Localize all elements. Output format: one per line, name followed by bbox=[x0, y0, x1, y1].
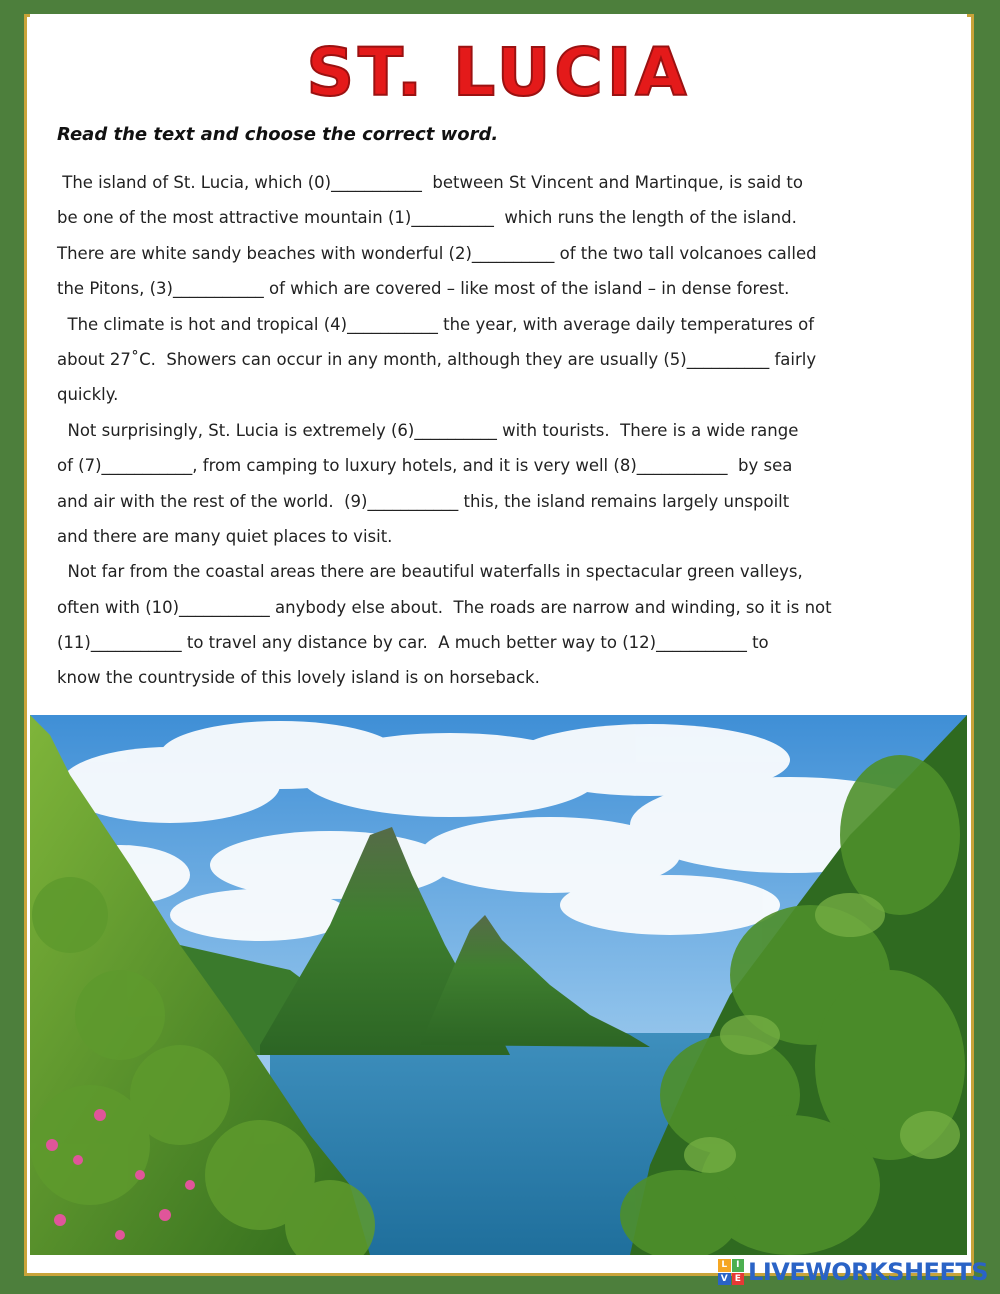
logo-text: LIVEWORKSHEETS bbox=[748, 1258, 988, 1286]
instructions-text: Read the text and choose the correct word. bbox=[57, 124, 499, 145]
text-line: The climate is hot and tropical (4)___________ the year, with average daily temperatures of bbox=[57, 314, 815, 334]
text-line: Not surprisingly, St. Lucia is extremely (6)__________ with tourists. There is a wide range bbox=[57, 420, 799, 440]
text-line: of (7)___________, from camping to luxury hotels, and it is very well (8)___________ by sea bbox=[57, 456, 793, 476]
liveworksheets-logo bbox=[718, 1258, 988, 1286]
logo-letter: L bbox=[718, 1259, 731, 1272]
text-line: There are white sandy beaches with wonderful (2)__________ of the two tall volcanoes called bbox=[57, 243, 817, 263]
text-line: and air with the rest of the world. (9)___________ this, the island remains largely unspoilt bbox=[57, 491, 790, 511]
landscape-illustration bbox=[30, 715, 967, 1255]
logo-letter: E bbox=[732, 1273, 745, 1286]
text-line: be one of the most attractive mountain (1)__________ which runs the length of the island. bbox=[57, 208, 797, 228]
logo-mark-icon bbox=[718, 1259, 744, 1285]
page-title: ST. LUCIA bbox=[306, 34, 691, 111]
text-line: about 27˚C. Showers can occur in any month, although they are usually (5)__________ fairly bbox=[57, 349, 817, 369]
text-line: know the countryside of this lovely island is on horseback. bbox=[57, 668, 540, 688]
pitons-landscape-photo bbox=[30, 715, 967, 1255]
gap-fill-text bbox=[57, 169, 962, 700]
worksheet-content bbox=[30, 14, 967, 714]
text-line: quickly. bbox=[57, 385, 119, 405]
text-line: (11)___________ to travel any distance by car. A much better way to (12)___________ to bbox=[57, 633, 769, 653]
text-line: Not far from the coastal areas there are beautiful waterfalls in spectacular green valleys, bbox=[57, 562, 803, 582]
text-line: and there are many quiet places to visit. bbox=[57, 526, 393, 546]
text-line: the Pitons, (3)___________ of which are covered – like most of the island – in dense forest. bbox=[57, 279, 790, 299]
text-line: often with (10)___________ anybody else about. The roads are narrow and winding, so it is not bbox=[57, 597, 832, 617]
text-line: The island of St. Lucia, which (0)___________ between St Vincent and Martinque, is said to bbox=[57, 173, 803, 192]
logo-letter: I bbox=[732, 1259, 745, 1272]
logo-letter: V bbox=[718, 1273, 731, 1286]
